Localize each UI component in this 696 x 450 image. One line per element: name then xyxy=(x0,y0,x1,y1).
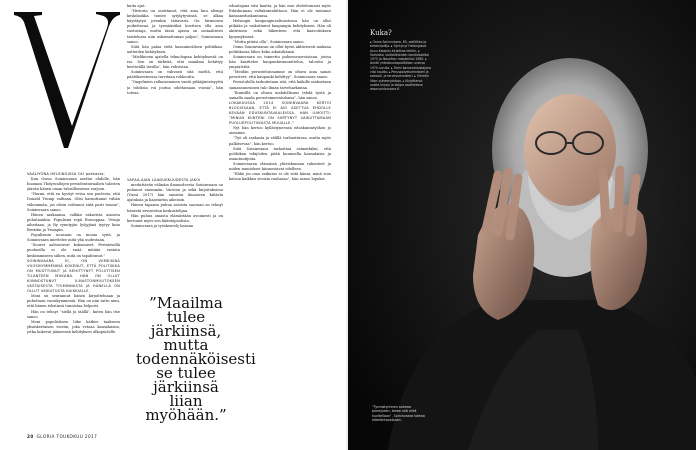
paragraph: Hän on tehnyt ”siellä ja täällä”, kuten hän itse sanoo. xyxy=(27,309,120,319)
paragraph: Hänen mukaansa, valkka vakavista asioista puhutaankin. Populismi repii Eurooppaa. Vesuja aiheitaan, ja Ry rynntyjän lyöjyjänä tyytyy kuin Brexitin ja Trumpin. xyxy=(27,212,120,233)
paragraph: ”Työ oli raskasta ja välillä turhauttavaa, mutta myös palkitsevaa”, hän kertoo. xyxy=(229,136,331,146)
section-paragraph: LOKAKUUSSA 2014 SOININVAARA KERTOI BLOGISSAAN, ETTÄ EI AIO ASETTUA EHDOLLE KEVÄÄN EDUSKUNTAVAALEISSA. HÄN ILMOITTI: ”MINUN KIINTENI ON SIIRTYNYT VAIKUTTAMAAN PUOLUEPOLITIIKASTA MUUALLE.” xyxy=(229,100,331,126)
paragraph: eduntajana viisi kautta, ja hän osui ehdottomasti myös Eduskunnan valtakuntaliittoon. Hän ei ole mutanut kansaneduskuntansa. xyxy=(229,4,331,19)
section-paragraph: SOININVAARA EI, ON VIIMEISINÄ VUOSIKYMMENINÄ KOKENUT, ETTÄ POLITIIKKA ON MUUTTUNUT JA KEHITTYNYT POLIITTISEN TILANTEEN MUKANA. HÄN ON OLLUT KIINNOSTUNUT ILMASTONMUUTOKSEN VASTAISESTA TOIMINNASTA JA HÄNELLÄ ON OLLUT VAIKUTUSTA KAIKKIALLE. xyxy=(27,258,120,294)
paragraph: ”Ongelmien ratkaiseminen vaatii pitkäjänteisyyttä ja tuloksia voi joutua odottamaan vuosia”, hän toteaa. xyxy=(127,80,223,95)
column-2-lower xyxy=(127,178,223,290)
drop-cap-v xyxy=(12,8,122,158)
paragraph: ”Meidän perusteluissamme on oltava aina samat perusteet, että kaupunki kehittyy”, Soininvaara sanoo. xyxy=(229,70,331,80)
column-1 xyxy=(27,172,120,430)
paragraph: Kun Osmo Soininvaara asettui ehdolle, hän huomasi Yhdysvaltojen presidentinvaalien tulosten jäävän hänen oman tulosilloisensa varjoon. xyxy=(27,177,120,192)
paragraph: Moni populistinen liike kätkee taakseen yksinkertaisen viestin, joka vetoaa kansalaisiin, jotka kokevat jääneensä kehityksen ulkopuolelle. xyxy=(27,319,120,334)
paragraph: Moni on seurannut hänen kirjoitteluaan ja puhettaan vuosikymmeniä. Hän on niin tuttu nimi, että hänen tekstinsä tunnistaa helposti. xyxy=(27,294,120,309)
section-subhead: VAPAA-AJAN LAADUKKUUDESTA JAKOI xyxy=(127,178,201,182)
paragraph: Nyt hän kertoo kyllästyneensä eduskuntatyöhön jo aiemmin. xyxy=(229,126,331,136)
paragraph: ”Harmi, että en hyväyt vetoa sen puolesta, että Donald Trump valitaan. Olisi harmittanut vähän vähemmän, jos olisin voittanut siitä parit tonnia”, Soininvaara sanoo. xyxy=(27,192,120,212)
paragraph: Soininvaara on tunnettu puheenvuoroistaan, joissa hän käsittelee kaupunkisuunnittelua, taloutta ja ympäristöä. xyxy=(229,54,331,70)
pull-quote: ”Maailma tulee järkiinsä, mutta todennäköisesti se tulee järkiinsä liian myöhään.” xyxy=(136,294,256,424)
paragraph: ”Mutta pitäisi olla”, Soininvaara sanoo. xyxy=(233,39,305,44)
paragraph: ”Ihmisillä on oltava mahdollisuus tehdä työtä ja samalla saada perustoimeentulonsa”, hän sanoo. xyxy=(229,90,331,100)
paragraph: ”Ehkä jos oma vaikutus ei ole siitä kiinni, minä voin katsoa kaikkea sivusta rauhassa”, hän sanoo lopuksi. xyxy=(229,172,331,182)
magazine-name: GLORIA TOUKOKUU 2017 xyxy=(36,434,98,439)
paragraph: Perustulolla tarkoitetaan sitä, että kaikille maksetaan samansuuruinen tulo ilman tarveharkintaa. xyxy=(229,80,331,90)
paragraph: Soininvaaran elämässä yhteiskunnan rakenteet ja niiden muutokset kiinnostavat edelleen. xyxy=(229,161,331,171)
paragraph: ”Historia on osoittanut, että aina kun alempi keskiluokka tuntee syrjäytyvänsä, se alkaa käyttäytyä jotenkin tätiavasti. On hirmuisen poikettavaa ja tyrmääväksi koettava olla aina vastustaja, mutta tässä ajassa on sosiaalisesti taistelussa niin uskomattoman paljon”, Soininvaara sanoo. xyxy=(127,9,223,44)
photo-caption xyxy=(372,405,430,423)
page-number: 20 xyxy=(27,434,34,439)
column-2 xyxy=(127,4,223,176)
caption-text: ”Tyrmistyminen aukeaa pimeyteen, tekee sitä mitä kuvitellaan”, Soininvaara toteaa elämäntavastaan. xyxy=(372,405,425,423)
paragraph: merkittävän välinäin ilmausdeesta Soininvaara on puhunut enemmän. Vaeston ja sekä kirjoituksissa (Vuosi 2017) hän onnistui ilmaiseen kiitäviä ajatuksia ja haastaviin aiheisiin. xyxy=(127,183,223,203)
paragraph: Osmo Soininvaaran on ollut hyvin aktiivisesti mukana politiikassa lähes koko aikuisikänsä. xyxy=(229,44,331,54)
section-subhead: VAALIYÖNÄ HELSINGISSÄ OLI pakkasta. xyxy=(27,172,105,176)
paragraph: Hänen tapansa puhua asioista suoraan on tehnyt hänestä arvostetun keskustelijan. xyxy=(127,203,223,213)
paragraph: Soininvaara ja työskentely kansan xyxy=(131,223,194,228)
paragraph: Siitä Soininvaara tarkoittaa esimerkiksi, että politiikan tekijöiden pitää kuunnella kansalaisia ja asiantuntijoita. xyxy=(229,146,331,161)
spread-gutter xyxy=(346,0,350,450)
column-3 xyxy=(229,4,331,436)
paragraph: Populismin nousuun on monia syitä, ja Soininvaara miettelee niitä yhä uudestaan. xyxy=(27,233,120,243)
paragraph: ”Suuret aaltoutuvat kokonaiset. Perinteisillä puolueilla ei ole enää mitään vastata keskimmiseen siihen, mitä on tapahtunut.” xyxy=(27,243,120,258)
sidebar-text: ▸ Osmo Soininvaara, 69, poliitikko ja tietokirjailija. ▸ Syntynyt Helsingissä. Asuu Kalajoki-kirjoittaa lehtiin. ▸ Valmistui valtiotieteiden kandidaatiksi 1975 ja filosofian maisteriksi 1980. ▸ Aloitti yhteiskuntapoliittisen uransa 1970-luvulla. ▸ Toimi kansanedustajana viisi kautta. ▸ Peruspalveluministeri ja sosiaali- ja terveysministeri. ▸ Vihreän liiton puheenjohtaja. ▸ Kirjoittanut useita kirjoja ja blogia osoitteessa www.soininvaara.fi. xyxy=(370,40,431,92)
paragraph: Soininvaara on vahvasti sitä mieltä, että päätöksenteossa tarvitaan rohkeutta. xyxy=(127,70,223,80)
paragraph: Siitä hän palaa vielä kansainvälisen politiikan, aatteiden kehityksen. xyxy=(127,44,223,54)
page-footer xyxy=(27,434,97,439)
paragraph: kuitu ajat. xyxy=(127,4,146,8)
paragraph: Hän puhuu omasta elämästään avoimesti ja on kertonut myös sen kääntöpuolista. xyxy=(127,213,223,223)
paragraph: Helsingin kaupunginvaltuustossa hän on ollut pitkään ja vaikuttanut kaupungin kehitykseen. Hän oli aktiivinen sekä liikenteen että kaavoituksen kysymyksissä. xyxy=(229,19,331,39)
sidebar-title: Kuka? xyxy=(370,29,392,37)
paragraph: ”Mielikuvan ajatella teknologian kehityksestä on iso. Sen on tärkeää, että maailma kehittyy kestävällä tavalla”, hän vahvistaa. xyxy=(127,54,223,70)
